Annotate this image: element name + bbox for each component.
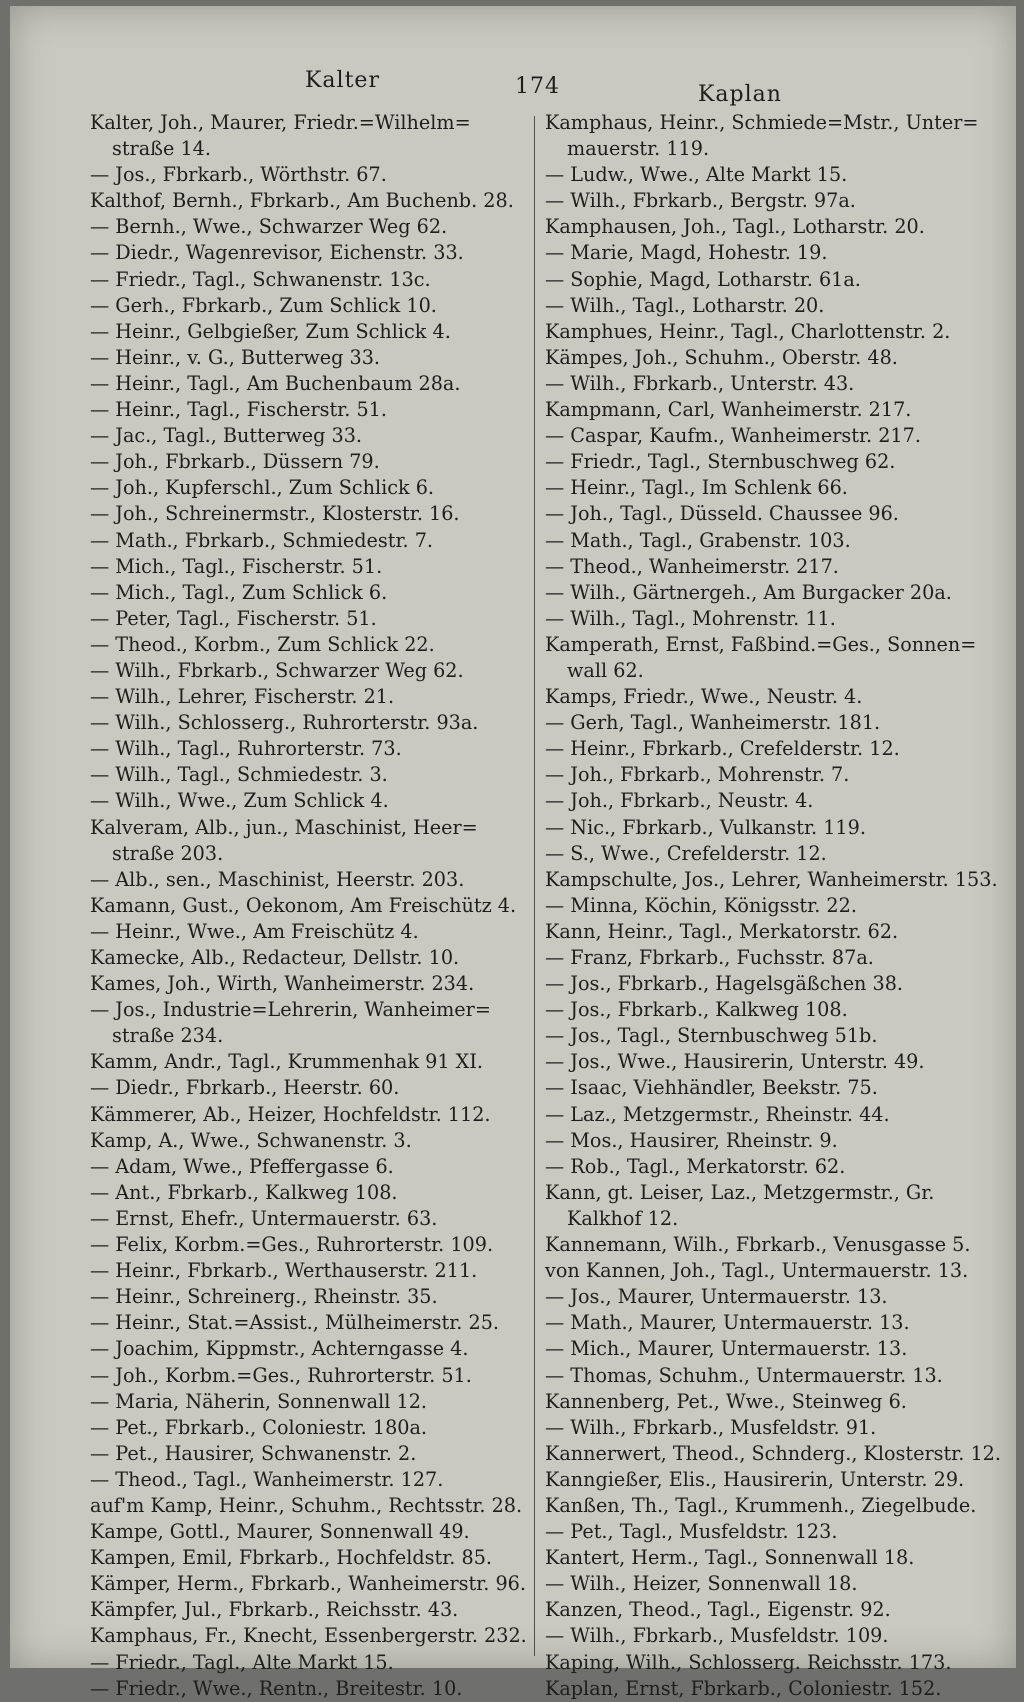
directory-entry: Kämpes, Joh., Schuhm., Oberstr. 48. — [545, 345, 898, 369]
directory-entry: — Nic., Fbrkarb., Vulkanstr. 119. — [545, 815, 866, 839]
directory-entry: — Jos., Maurer, Untermauerstr. 13. — [545, 1285, 888, 1309]
directory-entry: — Heinr., Wwe., Am Freischütz 4. — [90, 919, 419, 943]
header-first-name: Kalter — [305, 68, 380, 93]
directory-entry: — Pet., Fbrkarb., Coloniestr. 180a. — [90, 1415, 428, 1439]
directory-entry: — Joh., Kupferschl., Zum Schlick 6. — [90, 476, 435, 500]
directory-entry: — Isaac, Viehhändler, Beekstr. 75. — [545, 1076, 878, 1100]
directory-entry: Kamps, Friedr., Wwe., Neustr. 4. — [545, 685, 863, 709]
directory-entry: — Heinr., Gelbgießer, Zum Schlick 4. — [90, 319, 451, 343]
directory-entry: — Wilh., Schlosserg., Ruhrorterstr. 93a. — [90, 711, 479, 735]
directory-entry: — Laz., Metzgermstr., Rheinstr. 44. — [545, 1102, 890, 1126]
directory-entry: — Jos., Fbrkarb., Hagelsgäßchen 38. — [545, 972, 904, 996]
directory-entry: — Mich., Tagl., Fischerstr. 51. — [90, 554, 383, 578]
directory-entry: — Jos., Wwe., Hausirerin, Unterstr. 49. — [545, 1050, 925, 1074]
directory-entry: — S., Wwe., Crefelderstr. 12. — [545, 841, 827, 865]
directory-entry: — Joh., Fbrkarb., Düssern 79. — [90, 450, 380, 474]
directory-entry: — Pet., Hausirer, Schwanenstr. 2. — [90, 1441, 417, 1465]
directory-entry: Kannemann, Wilh., Fbrkarb., Venusgasse 5. — [545, 1233, 971, 1257]
directory-entry: — Jos., Fbrkarb., Wörthstr. 67. — [90, 163, 387, 187]
directory-entry: straße 234. — [112, 1024, 224, 1048]
directory-entry: — Heinr., Stat.=Assist., Mülheimerstr. 25. — [90, 1311, 499, 1335]
directory-entry: Kann, gt. Leiser, Laz., Metzgermstr., Gr. — [545, 1180, 935, 1204]
page-header — [10, 68, 1016, 108]
directory-entry: — Heinr., Fbrkarb., Werthauserstr. 211. — [90, 1259, 478, 1283]
directory-entry: — Wilh., Fbrkarb., Musfeldstr. 91. — [545, 1415, 877, 1439]
directory-entry: Kalthof, Bernh., Fbrkarb., Am Buchenb. 28. — [90, 189, 514, 213]
directory-entry: — Adam, Wwe., Pfeffergasse 6. — [90, 1154, 394, 1178]
directory-entry: Kamphaus, Fr., Knecht, Essenbergerstr. 232. — [90, 1624, 527, 1648]
directory-entry: auf'm Kamp, Heinr., Schuhm., Rechtsstr. 28. — [90, 1493, 523, 1517]
directory-entry: — Wilh., Fbrkarb., Musfeldstr. 109. — [545, 1624, 889, 1648]
directory-entry: straße 14. — [112, 137, 211, 161]
directory-entry: — Heinr., Schreinerg., Rheinstr. 35. — [90, 1285, 438, 1309]
directory-entry: Kamphausen, Joh., Tagl., Lotharstr. 20. — [545, 215, 925, 239]
directory-entry: — Jos., Tagl., Sternbuschweg 51b. — [545, 1024, 878, 1048]
directory-entry: — Ernst, Ehefr., Untermauerstr. 63. — [90, 1206, 438, 1230]
directory-entry: Kannenberg, Pet., Wwe., Steinweg 6. — [545, 1389, 907, 1413]
directory-entry: — Alb., sen., Maschinist, Heerstr. 203. — [90, 867, 465, 891]
directory-entry: mauerstr. 119. — [567, 137, 710, 161]
directory-entry: — Joachim, Kippmstr., Achterngasse 4. — [90, 1337, 469, 1361]
directory-entry: Kamann, Gust., Oekonom, Am Freischütz 4. — [90, 893, 517, 917]
directory-entry: — Theod., Korbm., Zum Schlick 22. — [90, 632, 435, 656]
directory-entry: — Heinr., Tagl., Fischerstr. 51. — [90, 398, 387, 422]
directory-entry: Kamm, Andr., Tagl., Krummenhak 91 XI. — [90, 1050, 484, 1074]
directory-entry: — Friedr., Tagl., Alte Markt 15. — [90, 1650, 394, 1674]
directory-entry: — Sophie, Magd, Lotharstr. 61a. — [545, 267, 861, 291]
directory-entry: Kaping, Wilh., Schlosserg. Reichsstr. 173. — [545, 1650, 952, 1674]
directory-entry: — Joh., Tagl., Düsseld. Chaussee 96. — [545, 502, 899, 526]
directory-entry: Kames, Joh., Wirth, Wanheimerstr. 234. — [90, 972, 475, 996]
directory-entry: — Wilh., Fbrkarb., Unterstr. 43. — [545, 371, 855, 395]
directory-entry: Kanngießer, Elis., Hausirerin, Unterstr. 29. — [545, 1467, 965, 1491]
directory-entry: Kalter, Joh., Maurer, Friedr.=Wilhelm= — [90, 111, 471, 134]
directory-entry: — Diedr., Wagenrevisor, Eichenstr. 33. — [90, 241, 464, 265]
directory-entry: — Mos., Hausirer, Rheinstr. 9. — [545, 1128, 838, 1152]
directory-entry: — Jos., Fbrkarb., Kalkweg 108. — [545, 998, 848, 1022]
directory-entry: — Diedr., Fbrkarb., Heerstr. 60. — [90, 1076, 400, 1100]
directory-entry: — Peter, Tagl., Fischerstr. 51. — [90, 606, 377, 630]
directory-entry: — Theod., Wanheimerstr. 217. — [545, 554, 839, 578]
directory-entry: — Jos., Industrie=Lehrerin, Wanheimer= — [90, 998, 491, 1022]
directory-entry: — Joh., Korbm.=Ges., Ruhrorterstr. 51. — [90, 1363, 472, 1387]
directory-entry: — Wilh., Heizer, Sonnenwall 18. — [545, 1572, 858, 1596]
directory-entry: Kamp, A., Wwe., Schwanenstr. 3. — [90, 1128, 412, 1152]
directory-entry: — Joh., Fbrkarb., Mohrenstr. 7. — [545, 763, 850, 787]
directory-entry: — Wilh., Tagl., Lotharstr. 20. — [545, 293, 825, 317]
directory-entry: Kämmerer, Ab., Heizer, Hochfeldstr. 112. — [90, 1102, 491, 1126]
directory-entry: — Theod., Tagl., Wanheimerstr. 127. — [90, 1467, 444, 1491]
directory-entry: — Friedr., Tagl., Sternbuschweg 62. — [545, 450, 896, 474]
directory-entry: — Marie, Magd, Hohestr. 19. — [545, 241, 828, 265]
directory-entry: — Wilh., Tagl., Schmiedestr. 3. — [90, 763, 388, 787]
directory-entry: — Caspar, Kaufm., Wanheimerstr. 217. — [545, 424, 921, 448]
directory-entry: Kampe, Gottl., Maurer, Sonnenwall 49. — [90, 1520, 470, 1544]
directory-entry: — Franz, Fbrkarb., Fuchsstr. 87a. — [545, 946, 874, 969]
directory-entry: — Wilh., Lehrer, Fischerstr. 21. — [90, 685, 395, 709]
directory-entry: — Friedr., Tagl., Schwanenstr. 13c. — [90, 267, 431, 291]
directory-entry: — Wilh., Tagl., Mohrenstr. 11. — [545, 606, 836, 630]
directory-entry: Kampschulte, Jos., Lehrer, Wanheimerstr. 153. — [545, 867, 998, 891]
directory-entry: Kanzen, Theod., Tagl., Eigenstr. 92. — [545, 1598, 891, 1622]
directory-entry: Kämper, Herm., Fbrkarb., Wanheimerstr. 96. — [90, 1572, 526, 1596]
directory-entry: — Ant., Fbrkarb., Kalkweg 108. — [90, 1180, 398, 1204]
directory-entry: Kampen, Emil, Fbrkarb., Hochfeldstr. 85. — [90, 1546, 493, 1570]
directory-entry: — Mich., Tagl., Zum Schlick 6. — [90, 580, 388, 604]
directory-entry: Kannerwert, Theod., Schnderg., Klosterstr. 12. — [545, 1441, 1001, 1465]
directory-entry: Kamperath, Ernst, Faßbind.=Ges., Sonnen= — [545, 632, 977, 656]
directory-entry: Kamecke, Alb., Redacteur, Dellstr. 10. — [90, 946, 460, 969]
directory-entry: — Thomas, Schuhm., Untermauerstr. 13. — [545, 1363, 943, 1387]
directory-entry: — Mich., Maurer, Untermauerstr. 13. — [545, 1337, 908, 1361]
directory-entry: — Minna, Köchin, Königsstr. 22. — [545, 893, 857, 917]
directory-entry: — Math., Tagl., Grabenstr. 103. — [545, 528, 851, 552]
directory-entry: — Joh., Fbrkarb., Neustr. 4. — [545, 789, 814, 813]
directory-entry: von Kannen, Joh., Tagl., Untermauerstr. 13. — [545, 1259, 969, 1283]
directory-entry: Kämpfer, Jul., Fbrkarb., Reichsstr. 43. — [90, 1598, 459, 1622]
directory-entry: — Jac., Tagl., Butterweg 33. — [90, 424, 363, 448]
directory-entry: — Ludw., Wwe., Alte Markt 15. — [545, 163, 848, 187]
directory-entry: — Gerh, Tagl., Wanheimerstr. 181. — [545, 711, 881, 735]
right-column — [545, 110, 1000, 1702]
directory-entry: — Heinr., Tagl., Am Buchenbaum 28a. — [90, 371, 461, 395]
directory-entry: — Friedr., Wwe., Rentn., Breitestr. 10. — [90, 1676, 463, 1700]
directory-entry: Kaplan, Ernst, Fbrkarb., Coloniestr. 152. — [545, 1676, 942, 1700]
directory-entry: Kann, Heinr., Tagl., Merkatorstr. 62. — [545, 919, 899, 943]
directory-entry: — Math., Maurer, Untermauerstr. 13. — [545, 1311, 910, 1335]
directory-entry: Kalkhof 12. — [567, 1206, 679, 1230]
column-divider — [534, 116, 535, 1656]
directory-entry: wall 62. — [567, 658, 644, 682]
directory-entry: — Wilh., Wwe., Zum Schlick 4. — [90, 789, 389, 813]
directory-entry: Kantert, Herm., Tagl., Sonnenwall 18. — [545, 1546, 915, 1570]
directory-entry: — Heinr., Tagl., Im Schlenk 66. — [545, 476, 848, 500]
directory-entry: Kanßen, Th., Tagl., Krummenh., Ziegelbude. — [545, 1493, 977, 1517]
page-number: 174 — [515, 74, 560, 99]
directory-entry: — Heinr., Fbrkarb., Crefelderstr. 12. — [545, 737, 900, 761]
directory-entry: — Pet., Tagl., Musfeldstr. 123. — [545, 1520, 838, 1544]
directory-entry: — Gerh., Fbrkarb., Zum Schlick 10. — [90, 293, 437, 317]
directory-entry: Kampmann, Carl, Wanheimerstr. 217. — [545, 398, 912, 422]
directory-entry: — Rob., Tagl., Merkatorstr. 62. — [545, 1154, 846, 1178]
directory-entry: — Maria, Näherin, Sonnenwall 12. — [90, 1389, 427, 1413]
directory-entry: — Joh., Schreinermstr., Klosterstr. 16. — [90, 502, 460, 526]
directory-entry: — Wilh., Tagl., Ruhrorterstr. 73. — [90, 737, 402, 761]
directory-entry: Kalveram, Alb., jun., Maschinist, Heer= — [90, 815, 478, 839]
directory-entry: — Wilh., Gärtnergeh., Am Burgacker 20a. — [545, 580, 952, 604]
left-column — [90, 110, 527, 1702]
directory-entry: — Felix, Korbm.=Ges., Ruhrorterstr. 109. — [90, 1233, 494, 1257]
directory-entry: Kamphaus, Heinr., Schmiede=Mstr., Unter= — [545, 111, 979, 134]
directory-page — [10, 6, 1016, 1700]
header-last-name: Kaplan — [698, 82, 782, 107]
directory-entry: straße 203. — [112, 841, 224, 865]
directory-entry: — Wilh., Fbrkarb., Bergstr. 97a. — [545, 189, 856, 213]
directory-entry: — Wilh., Fbrkarb., Schwarzer Weg 62. — [90, 658, 464, 682]
directory-entry: — Bernh., Wwe., Schwarzer Weg 62. — [90, 215, 448, 239]
directory-entry: — Heinr., v. G., Butterweg 33. — [90, 345, 381, 369]
directory-entry: — Math., Fbrkarb., Schmiedestr. 7. — [90, 528, 434, 552]
directory-entry: Kamphues, Heinr., Tagl., Charlottenstr. 2. — [545, 319, 951, 343]
